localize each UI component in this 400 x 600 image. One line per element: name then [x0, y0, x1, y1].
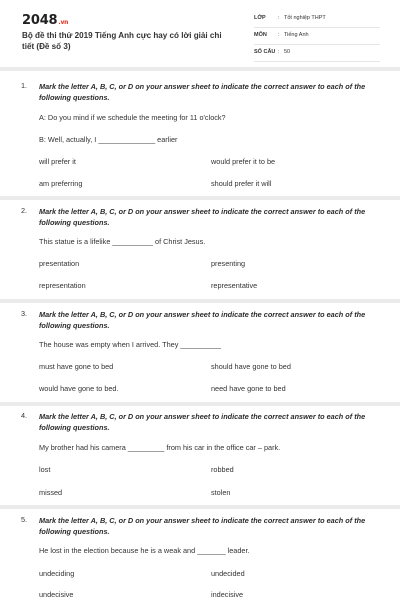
option-d[interactable]: need have gone to bed [211, 384, 286, 393]
option-a[interactable]: will prefer it [39, 157, 76, 166]
meta-colon: : [278, 32, 280, 38]
option-c[interactable]: am preferring [39, 179, 83, 188]
question-separator [0, 196, 400, 200]
question-text: A: Do you mind if we schedule the meeting for 11 o'clock? [39, 113, 226, 122]
question-separator [0, 505, 400, 509]
option-b[interactable]: would prefer it to be [211, 157, 276, 166]
option-b[interactable]: robbed [211, 465, 234, 474]
option-b[interactable]: presenting [211, 259, 246, 268]
meta-row-subject [254, 28, 380, 45]
option-b[interactable]: should have gone to bed [211, 362, 291, 371]
option-a[interactable]: undeciding [39, 569, 75, 578]
question-text: This statue is a lifelike __________ of Christ Jesus. [39, 237, 206, 246]
logo-main-text: 2048 [22, 13, 58, 28]
question-number: 3. [21, 309, 28, 318]
question-instruction: Mark the letter A, B, C, or D on your answer sheet to indicate the correct answer to each of the following questions. [39, 412, 366, 432]
meta-label: SỐ CÂU [254, 49, 276, 55]
question-number: 2. [21, 206, 28, 215]
meta-value: 50 [284, 49, 291, 55]
option-a[interactable]: lost [39, 465, 51, 474]
question-instruction: Mark the letter A, B, C, or D on your answer sheet to indicate the correct answer to each of the following questions. [39, 207, 366, 227]
question-text: B: Well, actually, I ______________ earlier [39, 135, 178, 144]
meta-label: MÔN [254, 32, 267, 38]
option-d[interactable]: indecisive [211, 590, 244, 599]
option-a[interactable]: presentation [39, 259, 80, 268]
option-c[interactable]: representation [39, 281, 86, 290]
header-divider [0, 67, 400, 71]
document-title: Bộ đề thi thử 2019 Tiếng Anh cực hay có lời giải chi tiết (Đề số 3) [22, 31, 222, 51]
question-instruction: Mark the letter A, B, C, or D on your answer sheet to indicate the correct answer to each of the following questions. [39, 516, 366, 536]
question-number: 5. [21, 515, 28, 524]
meta-row-class [254, 11, 380, 28]
meta-colon: : [278, 49, 280, 55]
document-meta [254, 11, 380, 62]
option-d[interactable]: should prefer it will [211, 179, 272, 188]
question-separator [0, 299, 400, 303]
site-logo[interactable] [22, 13, 68, 28]
question-text: The house was empty when I arrived. They __________ [39, 340, 221, 349]
question-separator [0, 402, 400, 406]
question-text: My brother had his camera _________ from his car in the office car – park. [39, 443, 281, 452]
option-d[interactable]: stolen [211, 488, 231, 497]
option-d[interactable]: representative [211, 281, 258, 290]
meta-label: LỚP [254, 15, 266, 21]
question-instruction: Mark the letter A, B, C, or D on your answer sheet to indicate the correct answer to each of the following questions. [39, 310, 366, 330]
question-number: 1. [21, 81, 28, 90]
meta-value: Tiếng Anh [284, 32, 309, 38]
question-text: He lost in the election because he is a weak and _______ leader. [39, 546, 250, 555]
logo-suffix: .vn [58, 19, 69, 26]
meta-row-count [254, 45, 380, 62]
question-instruction: Mark the letter A, B, C, or D on your answer sheet to indicate the correct answer to each of the following questions. [39, 82, 366, 102]
option-a[interactable]: must have gone to bed [39, 362, 114, 371]
question-number: 4. [21, 411, 28, 420]
option-c[interactable]: would have gone to bed. [39, 384, 119, 393]
option-b[interactable]: undecided [211, 569, 245, 578]
meta-colon: : [278, 15, 280, 21]
page-header [0, 0, 400, 66]
meta-value: Tốt nghiệp THPT [284, 15, 326, 21]
option-c[interactable]: missed [39, 488, 63, 497]
option-c[interactable]: undecisive [39, 590, 74, 599]
